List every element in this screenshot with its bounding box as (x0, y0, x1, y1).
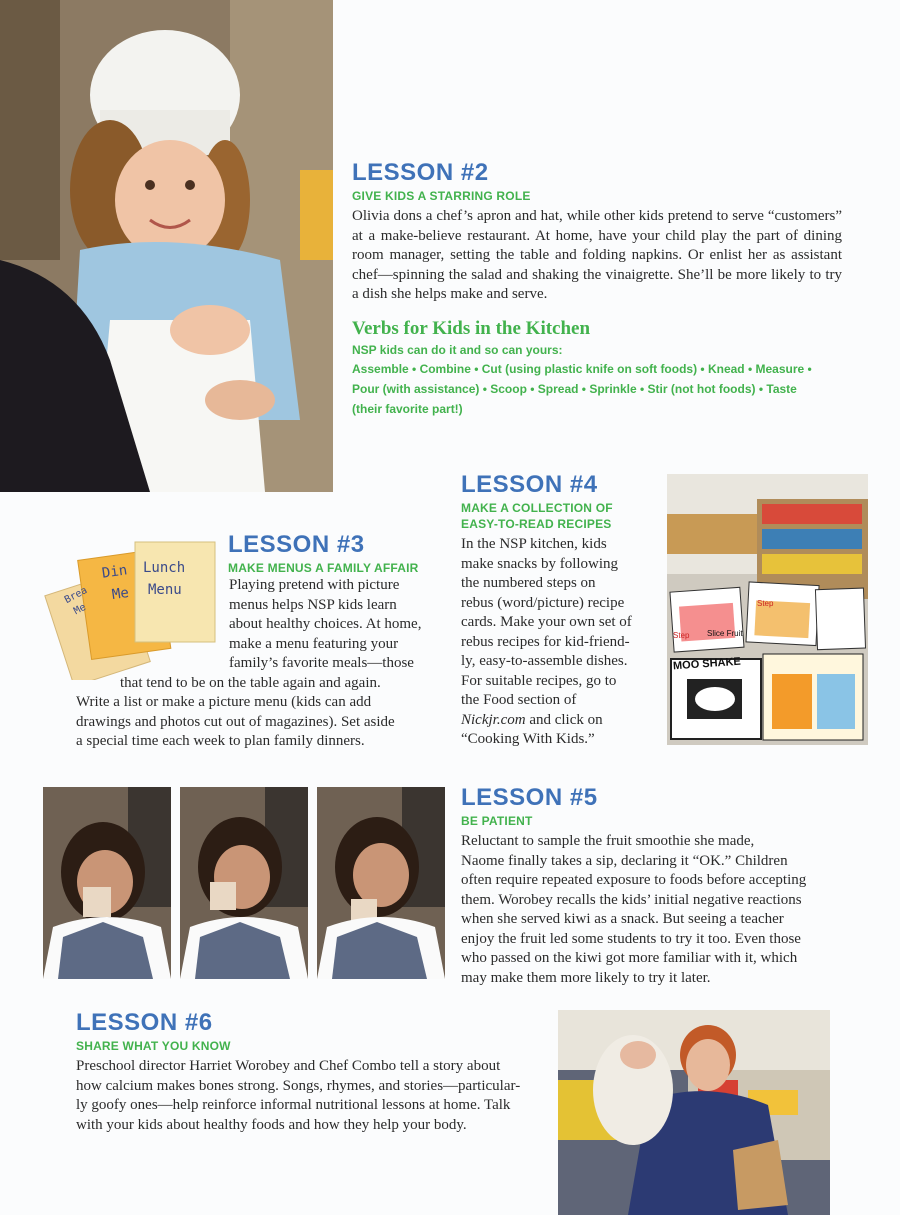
lesson-3-line: menus helps NSP kids learn (229, 596, 397, 613)
director-puppet-photo (558, 1010, 830, 1215)
lesson-3-line: a special time each week to plan family dinners. (76, 733, 365, 749)
lesson-5-line: who passed on the kiwi got more familiar with it, which (461, 950, 798, 966)
lesson-3-line: about healthy choices. At home, (229, 616, 422, 632)
lesson-4-title: LESSON #4 (461, 471, 598, 498)
lesson-5-subtitle: BE PATIENT (461, 814, 533, 828)
lesson-5-line: Reluctant to sample the fruit smoothie she made, (461, 833, 755, 849)
smoothie-photo-3 (317, 787, 445, 979)
menu-card-label-breakfast-menu: Me (72, 601, 88, 618)
smoothie-photo-1 (43, 787, 171, 979)
lesson-6-title: LESSON #6 (76, 1009, 213, 1036)
menu-card-label-dinner-menu: Me (110, 584, 130, 604)
lesson-6-line: with your kids about healthy foods and how they help your body. (76, 1116, 467, 1133)
lesson-5-title: LESSON #5 (461, 784, 598, 811)
lesson-4-line: the Food section of (461, 692, 577, 708)
lesson-4-line: rebus recipes for kid-friend- (461, 633, 630, 650)
recipe-card-label-moo-shake: MOO SHAKE (672, 655, 742, 673)
lesson-4-line: ly, easy-to-assemble dishes. (461, 653, 628, 669)
verbs-subtitle: NSP kids can do it and so can yours: (352, 343, 563, 357)
lesson-4-line: “Cooking With Kids.” (461, 731, 595, 747)
lesson-5-line: Naome finally takes a sip, declaring it “OK.” Children (461, 852, 788, 869)
verbs-title: Verbs for Kids in the Kitchen (352, 318, 591, 339)
lesson-4-line: In the NSP kitchen, kids (461, 536, 607, 552)
lesson-2-title: LESSON #2 (352, 159, 489, 186)
smoothie-photo-2 (180, 787, 308, 979)
lesson-6-section (76, 1010, 546, 1135)
lesson-4-section (461, 472, 661, 750)
lesson-3-line: make a menu featuring your (229, 635, 399, 652)
lesson-2-body: Olivia dons a chef’s apron and hat, while other kids pretend to serve “customers” at a make-believe restaurant. At home, have your child play the part of dining room manager, setting the table and folding napkins. Or enlist her as assistant chef—spinning the salad and shaking the vinaigrette. She’ll be more likely to try a dish she helps make and serve. (352, 208, 842, 302)
lesson-6-line: ly goofy ones—help reinforce informal nutritional lessons at home. Talk (76, 1097, 511, 1113)
nickjr-link-text: Nickjr.com (461, 711, 526, 728)
menu-card-label-lunch: Lunch (143, 560, 186, 576)
recipe-card-label-step: Step (757, 599, 774, 608)
recipe-cards-photo (667, 474, 868, 745)
lesson-4-line: cards. Make your own set of (461, 614, 632, 630)
lesson-4-line: For suitable recipes, go to (461, 672, 617, 689)
lesson-6-subtitle: SHARE WHAT YOU KNOW (76, 1039, 231, 1053)
recipe-card-label-step: Step (673, 631, 690, 640)
verbs-list: Assemble • Combine • Cut (using plastic knife on soft foods) • Knead • Measure • Pour (with assistance) • Scoop • Spread • Sprinkle • Stir (not hot foods) • Taste (their favorite part!) (352, 362, 812, 416)
chef-girl-photo (0, 0, 333, 492)
lesson-3-line: Write a list or make a picture menu (kids can add (76, 694, 372, 710)
menu-card-label-menu: Menu (148, 582, 182, 598)
lesson-4-line: the numbered steps on (461, 575, 596, 591)
lesson-3-title: LESSON #3 (228, 531, 365, 558)
lesson-6-line: Preschool director Harriet Worobey and Chef Combo tell a story about (76, 1058, 501, 1074)
lesson-5-line: enjoy the fruit led some students to try it too. Even those (461, 930, 801, 947)
lesson-6-line: how calcium makes bones strong. Songs, rhymes, and stories—particular- (76, 1077, 521, 1094)
lesson-5-line: often require repeated exposure to foods before accepting (461, 872, 807, 888)
lesson-3-subtitle: MAKE MENUS A FAMILY AFFAIR (228, 561, 419, 575)
lesson-3-header (228, 532, 458, 579)
lesson-4-subtitle-line: EASY-TO-READ RECIPES (461, 517, 612, 531)
lesson-5-line: may make them more likely to try it later. (461, 969, 711, 986)
lesson-5-line: them. Worobey recalls the kids’ initial negative reactions (461, 891, 802, 908)
recipe-card-label-slice-fruit: Slice Fruit (707, 629, 743, 638)
lesson-3-line: that tend to be on the table again and again. (120, 674, 381, 691)
lesson-4-subtitle-line: MAKE A COLLECTION OF (461, 501, 613, 515)
lesson-4-line: rebus (word/picture) recipe (461, 594, 625, 611)
menu-cards-illustration (40, 530, 225, 680)
lesson-3-line: Playing pretend with picture (229, 577, 400, 593)
menu-card-label-breakfast: Brea (62, 584, 90, 607)
lesson-3-line: family’s favorite meals—those (229, 655, 414, 671)
lesson-5-line: when she served kiwi as a snack. But seeing a teacher (461, 911, 784, 927)
lesson-3-line: drawings and photos cut out of magazines). Set aside (76, 713, 395, 730)
menu-card-label-dinner: Din (101, 562, 129, 582)
lesson-5-section (461, 785, 841, 988)
verbs-section (352, 318, 822, 419)
lesson-2-subtitle: GIVE KIDS A STARRING ROLE (352, 189, 531, 203)
lesson-2-section (352, 160, 842, 305)
lesson-4-link-line: Nickjr.com and click on (461, 711, 603, 728)
lesson-4-line: make snacks by following (461, 555, 619, 572)
